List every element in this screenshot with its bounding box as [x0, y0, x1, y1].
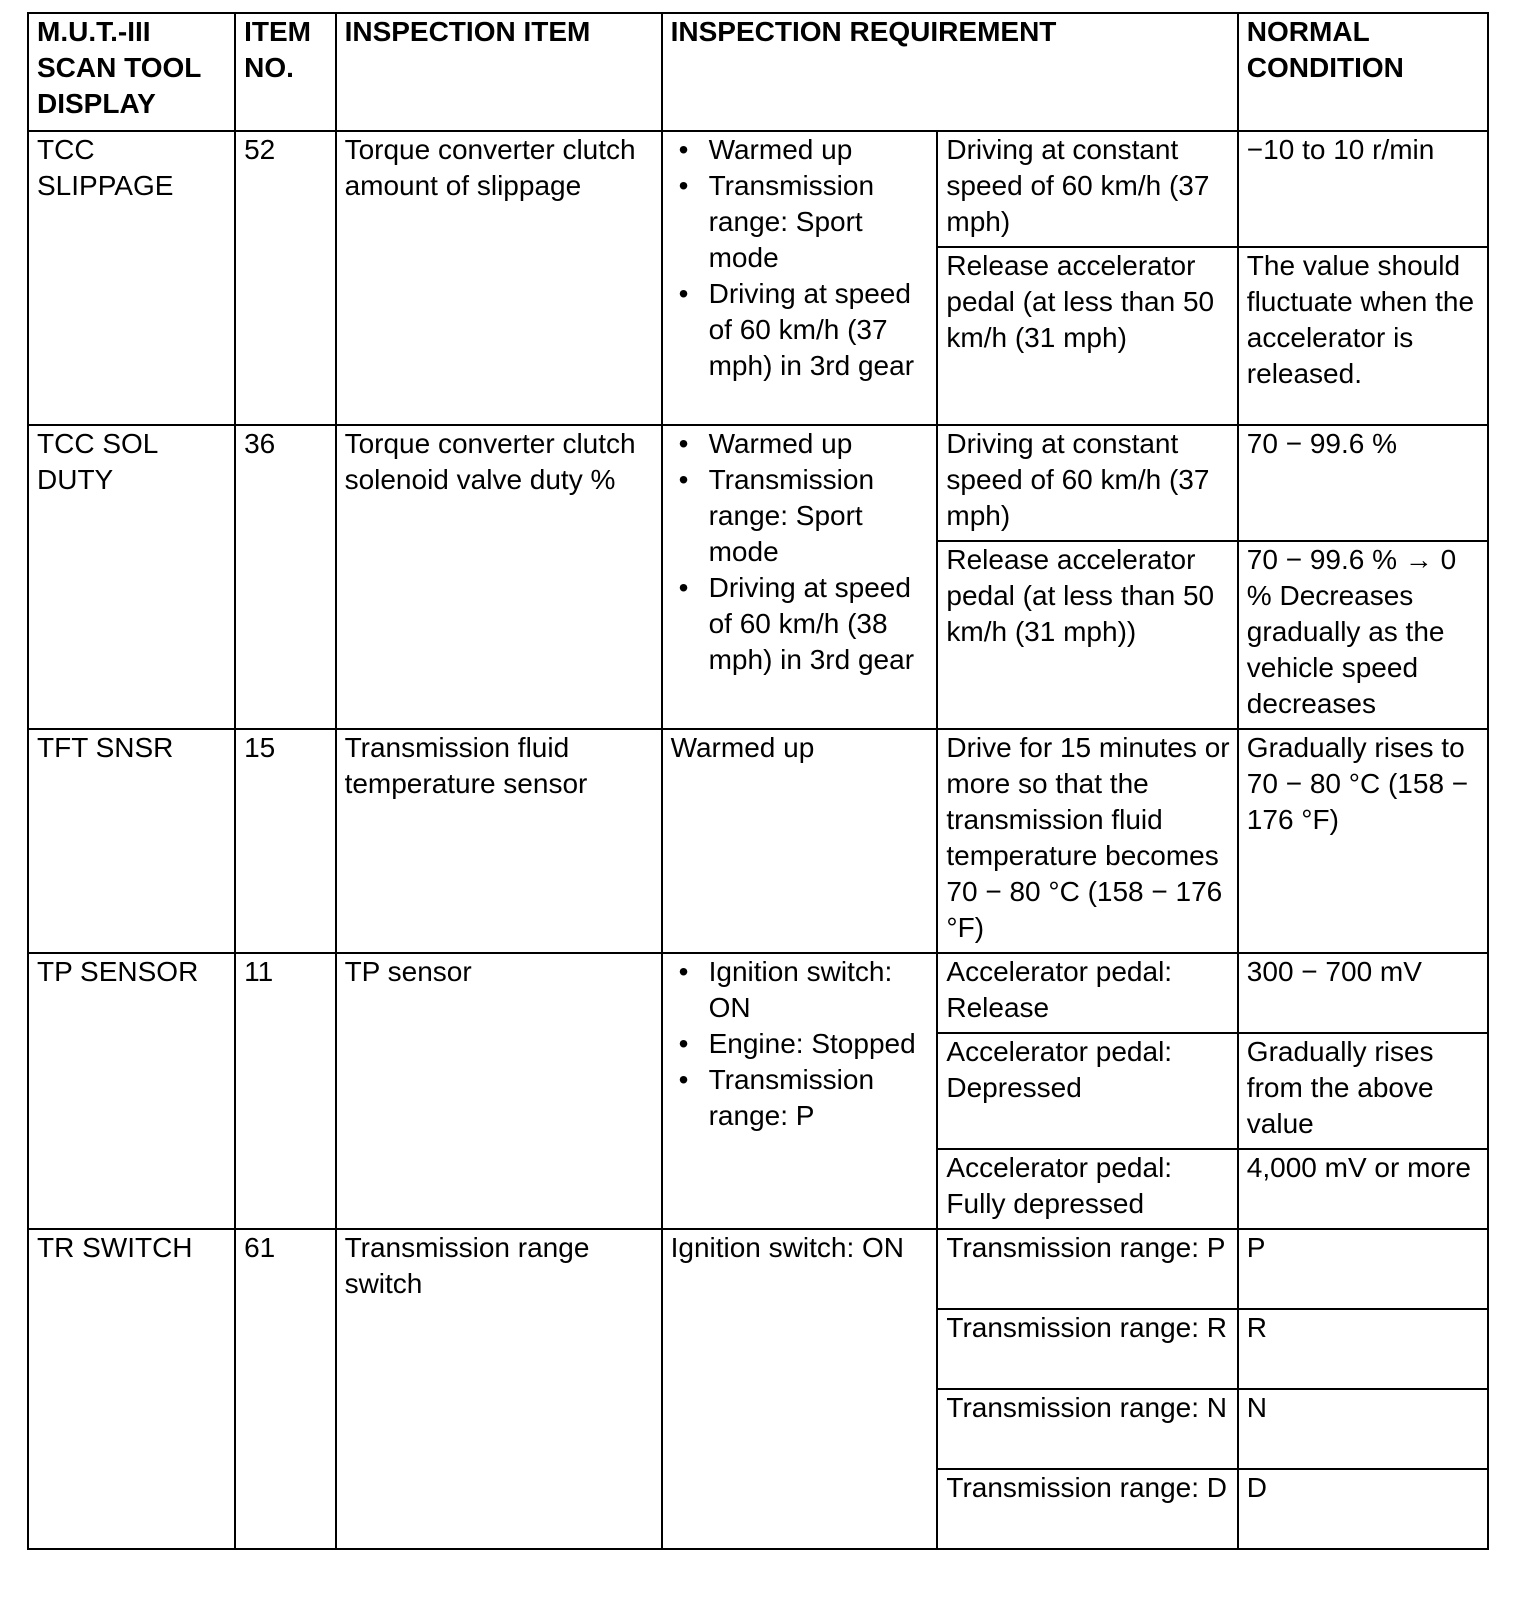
normal-cell: N [1238, 1389, 1488, 1469]
condition-cell: Driving at constant speed of 60 km/h (37 mph) [937, 131, 1237, 247]
normal-cell: P [1238, 1229, 1488, 1309]
list-item: • Driving at speed of 60 km/h (37 mph) in 3rd gear [709, 276, 931, 384]
requirement-list [671, 954, 931, 1134]
normal-cell: −10 to 10 r/min [1238, 131, 1488, 247]
item-cell: Transmission range switch [336, 1229, 662, 1549]
item-no-cell: 11 [235, 953, 335, 1229]
condition-cell: Drive for 15 minutes or more so that the transmission fluid temperature becomes 70 − 80 °C (158 − 176 °F) [937, 729, 1237, 953]
normal-cell: Gradually rises from the above value [1238, 1033, 1488, 1149]
table-row [28, 1229, 1488, 1309]
requirement-list [671, 426, 931, 678]
item-cell: Transmission fluid temperature sensor [336, 729, 662, 953]
display-cell: TFT SNSR [28, 729, 235, 953]
item-no-cell: 61 [235, 1229, 335, 1549]
condition-cell: Accelerator pedal: Release [937, 953, 1237, 1033]
normal-cell: R [1238, 1309, 1488, 1389]
header-display: M.U.T.-III SCAN TOOL DISPLAY [28, 13, 235, 131]
display-cell: TCC SLIPPAGE [28, 131, 235, 425]
item-no-cell: 15 [235, 729, 335, 953]
requirement-cell [662, 131, 938, 425]
header-row [28, 13, 1488, 131]
requirement-cell: Warmed up [662, 729, 938, 953]
normal-cell: 300 − 700 mV [1238, 953, 1488, 1033]
table-row [28, 425, 1488, 541]
requirement-list [671, 132, 931, 384]
condition-cell: Driving at constant speed of 60 km/h (37 mph) [937, 425, 1237, 541]
list-item: • Transmission range: Sport mode [709, 168, 931, 276]
normal-cell: 70 − 99.6 % [1238, 425, 1488, 541]
item-cell: Torque converter clutch solenoid valve duty % [336, 425, 662, 729]
list-item: • Warmed up [709, 426, 931, 462]
header-item-no: ITEM NO. [235, 13, 335, 131]
list-item: • Driving at speed of 60 km/h (38 mph) in 3rd gear [709, 570, 931, 678]
table-row [28, 953, 1488, 1033]
condition-cell: Transmission range: P [937, 1229, 1237, 1309]
condition-cell: Release accelerator pedal (at less than 50 km/h (31 mph)) [937, 541, 1237, 729]
item-no-cell: 52 [235, 131, 335, 425]
list-item: • Transmission range: Sport mode [709, 462, 931, 570]
normal-cell: D [1238, 1469, 1488, 1549]
inspection-table [27, 12, 1489, 1550]
header-inspection-requirement: INSPECTION REQUIREMENT [662, 13, 1238, 131]
condition-cell: Release accelerator pedal (at less than 50 km/h (31 mph) [937, 247, 1237, 425]
header-normal-condition: NORMAL CONDITION [1238, 13, 1488, 131]
table-row [28, 729, 1488, 953]
header-inspection-item: INSPECTION ITEM [336, 13, 662, 131]
item-cell: Torque converter clutch amount of slippage [336, 131, 662, 425]
requirement-cell [662, 953, 938, 1229]
item-no-cell: 36 [235, 425, 335, 729]
list-item: • Engine: Stopped [709, 1026, 931, 1062]
normal-cell: Gradually rises to 70 − 80 °C (158 − 176 °F) [1238, 729, 1488, 953]
requirement-cell: Ignition switch: ON [662, 1229, 938, 1549]
list-item: • Transmission range: P [709, 1062, 931, 1134]
condition-cell: Transmission range: N [937, 1389, 1237, 1469]
condition-cell: Transmission range: R [937, 1309, 1237, 1389]
display-cell: TR SWITCH [28, 1229, 235, 1549]
condition-cell: Accelerator pedal: Depressed [937, 1033, 1237, 1149]
display-cell: TP SENSOR [28, 953, 235, 1229]
list-item: • Warmed up [709, 132, 931, 168]
condition-cell: Accelerator pedal: Fully depressed [937, 1149, 1237, 1229]
item-cell: TP sensor [336, 953, 662, 1229]
normal-cell: 4,000 mV or more [1238, 1149, 1488, 1229]
table-row [28, 131, 1488, 247]
condition-cell: Transmission range: D [937, 1469, 1237, 1549]
normal-cell: 70 − 99.6 % → 0 % Decreases gradually as the vehicle speed decreases [1238, 541, 1488, 729]
normal-cell: The value should fluctuate when the accelerator is released. [1238, 247, 1488, 425]
requirement-cell [662, 425, 938, 729]
display-cell: TCC SOL DUTY [28, 425, 235, 729]
list-item: • Ignition switch: ON [709, 954, 931, 1026]
